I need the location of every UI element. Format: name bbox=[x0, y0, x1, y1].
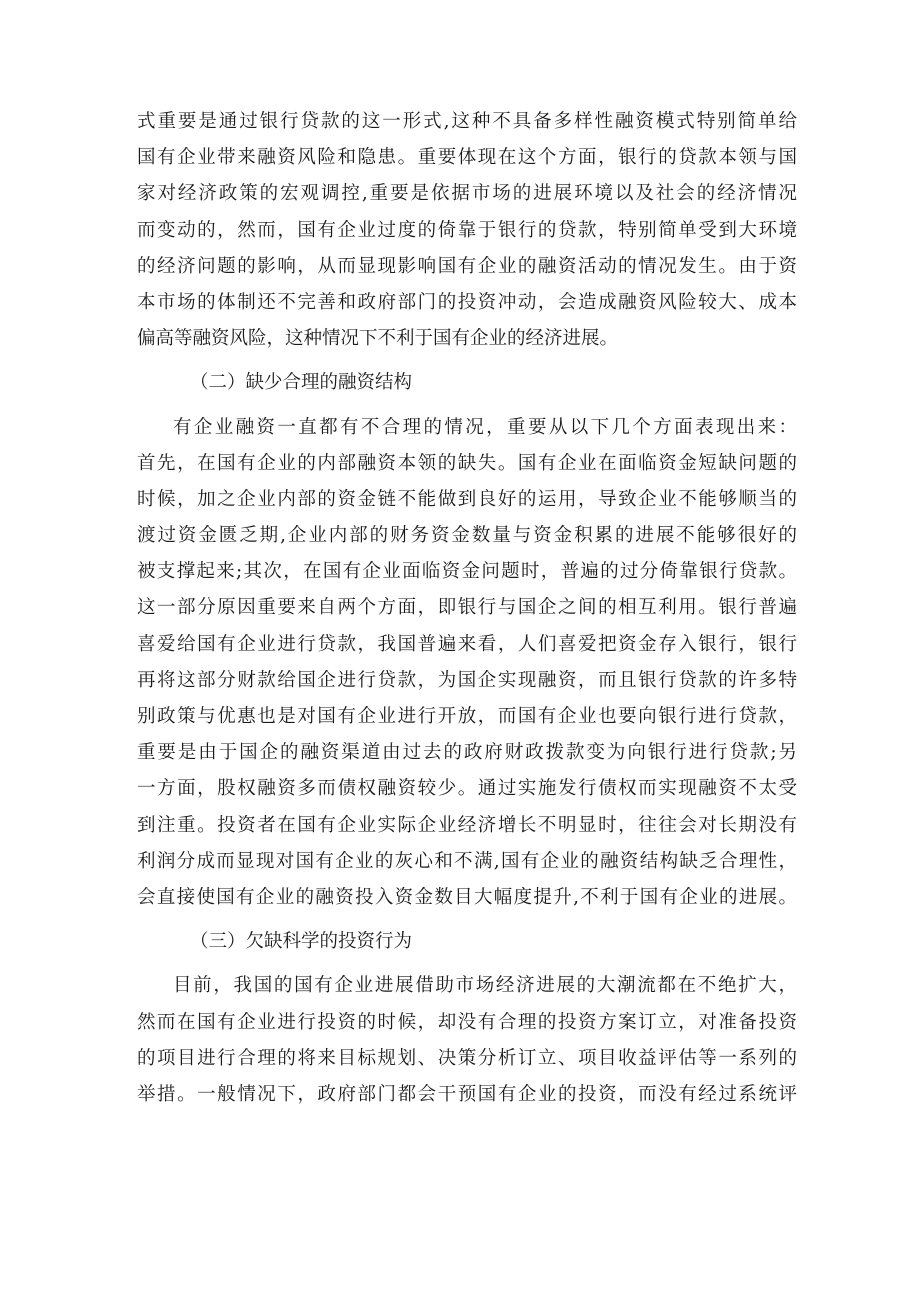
text-line: 喜爱给国有企业进行贷款，我国普遍来看，人们喜爱把资金存入银行，银行 bbox=[137, 633, 797, 655]
text-line: 一方面，股权融资多而债权融资较少。通过实施发行债权而实现融资不太受 bbox=[137, 778, 797, 800]
text-line: 本市场的体制还不完善和政府部门的投资冲动，会造成融资风险较大、成本 bbox=[137, 291, 797, 313]
text-line: 目前，我国的国有企业进展借助市场经济进展的大潮流都在不绝扩大， bbox=[173, 975, 797, 997]
text-line: 然而在国有企业进行投资的时候，却没有合理的投资方案订立，对准备投资 bbox=[137, 1011, 797, 1033]
text-line: 有企业融资一直都有不合理的情况，重要从以下几个方面表现出来： bbox=[173, 416, 797, 438]
text-line: 而变动的，然而，国有企业过度的倚靠于银行的贷款，特别简单受到大环境 bbox=[137, 219, 797, 241]
text-line: 这一部分原因重要来自两个方面，即银行与国企之间的相互利用。银行普遍 bbox=[137, 597, 797, 619]
section-heading-3: （三）欠缺科学的投资行为 bbox=[190, 931, 413, 953]
text-line: 举措。一般情况下，政府部门都会干预国有企业的投资，而没有经过系统评 bbox=[137, 1083, 797, 1105]
text-line: 式重要是通过银行贷款的这一形式,这种不具备多样性融资模式特别简单给 bbox=[137, 111, 797, 132]
text-line: 家对经济政策的宏观调控,重要是依据市场的进展环境以及社会的经济情况 bbox=[137, 183, 797, 205]
text-line: 会直接使国有企业的融资投入资金数目大幅度提升,不利于国有企业的进展。 bbox=[137, 886, 797, 908]
text-line: 国有企业带来融资风险和隐患。重要体现在这个方面，银行的贷款本领与国 bbox=[137, 147, 797, 169]
text-line: 的项目进行合理的将来目标规划、决策分析订立、项目收益评估等一系列的 bbox=[137, 1047, 797, 1069]
text-line: 首先，在国有企业的内部融资本领的缺失。国有企业在面临资金短缺问题的 bbox=[137, 452, 797, 474]
section-heading-2: （二）缺少合理的融资结构 bbox=[190, 372, 413, 394]
document-body bbox=[137, 104, 797, 1113]
text-line: 的经济问题的影响，从而显现影响国有企业的融资活动的情况发生。由于资 bbox=[137, 255, 797, 277]
text-line: 再将这部分财款给国企进行贷款，为国企实现融资，而且银行贷款的许多特 bbox=[137, 669, 797, 691]
paragraph-2 bbox=[137, 410, 797, 917]
text-line: 重要是由于国企的融资渠道由过去的政府财政拨款变为向银行进行贷款;另 bbox=[137, 742, 797, 764]
text-line: 利润分成而显现对国有企业的灰心和不满,国有企业的融资结构缺乏合理性， bbox=[137, 850, 797, 872]
text-line: 被支撑起来;其次，在国有企业面临资金问题时，普遍的过分倚靠银行贷款。 bbox=[137, 561, 797, 583]
text-line: 时候，加之企业内部的资金链不能做到良好的运用，导致企业不能够顺当的 bbox=[137, 488, 797, 510]
text-line: 渡过资金匮乏期,企业内部的财务资金数量与资金积累的进展不能够很好的 bbox=[137, 525, 797, 547]
text-line: 到注重。投资者在国有企业实际企业经济增长不明显时，往往会对长期没有 bbox=[137, 814, 797, 836]
text-line: 别政策与优惠也是对国有企业进行开放，而国有企业也要向银行进行贷款， bbox=[137, 706, 797, 727]
paragraph-3 bbox=[137, 968, 797, 1113]
paragraph-1 bbox=[137, 104, 797, 357]
text-line: 偏高等融资风险，这种情况下不利于国有企业的经济进展。 bbox=[137, 328, 619, 350]
